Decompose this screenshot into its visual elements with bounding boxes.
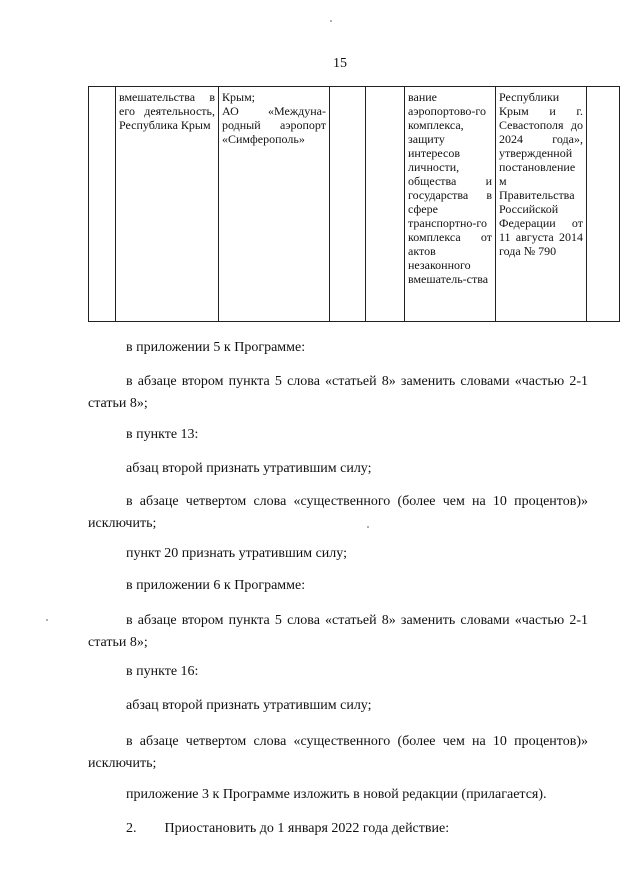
table-cell-empty-2 bbox=[366, 87, 405, 322]
table-cell-empty-3 bbox=[587, 87, 620, 322]
table-cell-measures: вание аэропортово-го комплекса, защиту интересов личности, общества и государства в сфере транспортно-го комплекса от актов незаконного вмешатель-ства bbox=[405, 87, 496, 322]
paragraph-void-1: абзац второй признать утратившим силу; bbox=[126, 461, 372, 476]
paragraph-item-20: пункт 20 признать утратившим силу; bbox=[126, 546, 347, 561]
paragraph-exclude-2: в абзаце четвертом слова «существенного (более чем на 10 процентов)» исключить; bbox=[88, 734, 588, 771]
program-table bbox=[88, 86, 620, 322]
paragraph-item-16: в пункте 16: bbox=[126, 664, 199, 679]
paragraph-item-2: 2. Приостановить до 1 января 2022 года действие: bbox=[126, 821, 450, 836]
paragraph-appendix-3: приложение 3 к Программе изложить в новой редакции (прилагается). bbox=[126, 787, 547, 802]
paragraph-replace-words-2: в абзаце втором пункта 5 слова «статьей 8» заменить словами «частью 2-1 статьи 8»; bbox=[88, 613, 588, 650]
table-cell-number bbox=[89, 87, 116, 322]
paragraph-void-2: абзац второй признать утратившим силу; bbox=[126, 698, 372, 713]
table-cell-empty-1 bbox=[330, 87, 366, 322]
table-cell-risk: вмешательства в его деятельность, Республика Крым bbox=[116, 87, 219, 322]
paragraph-replace-words-1: в абзаце втором пункта 5 слова «статьей 8» заменить словами «частью 2-1 статьи 8»; bbox=[88, 374, 588, 411]
page-number: 15 bbox=[333, 56, 347, 71]
paragraph-appendix-5: в приложении 5 к Программе: bbox=[126, 340, 306, 355]
table-cell-basis: Республики Крым и г. Севастополя до 2024 года», утвержденной постановление м Правительства Российской Федерации от 11 августа 2014 года № 790 bbox=[496, 87, 587, 322]
paragraph-exclude-1: в абзаце четвертом слова «существенного (более чем на 10 процентов)» исключить; bbox=[88, 494, 588, 531]
table-row bbox=[89, 87, 620, 322]
table-cell-organization: Крым; АО «Междуна-родный аэропорт «Симферополь» bbox=[219, 87, 330, 322]
paragraph-appendix-6: в приложении 6 к Программе: bbox=[126, 578, 306, 593]
paragraph-item-13: в пункте 13: bbox=[126, 427, 199, 442]
scan-speck bbox=[330, 20, 332, 22]
scan-speck bbox=[46, 619, 48, 621]
scan-speck bbox=[367, 526, 369, 528]
